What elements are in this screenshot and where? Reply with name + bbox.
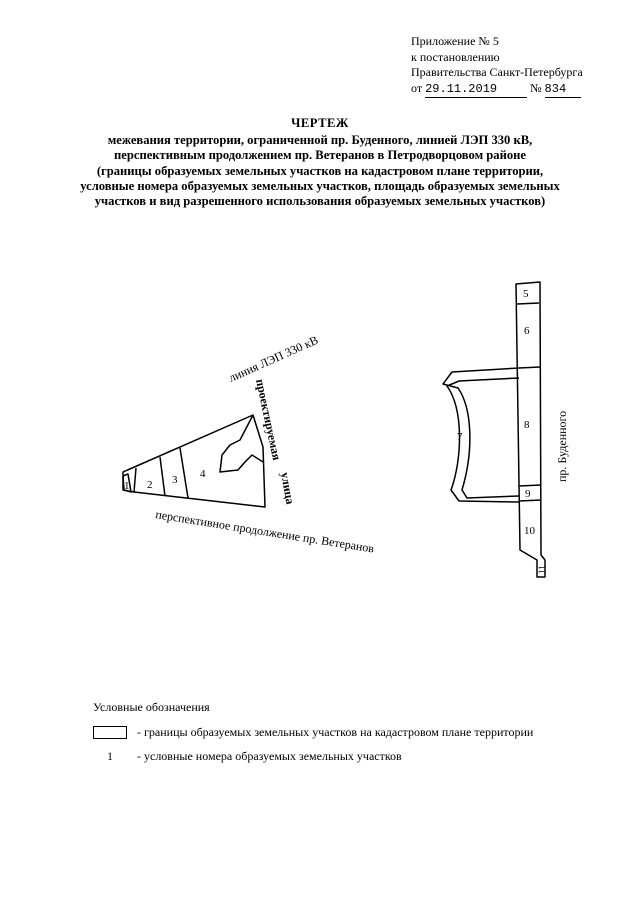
legend-title: Условные обозначения bbox=[93, 700, 210, 714]
plot-boundary-5-6 bbox=[517, 303, 539, 304]
legend-item-number bbox=[93, 749, 402, 764]
plot-label-3: 3 bbox=[172, 474, 178, 486]
appendix-date-line bbox=[411, 81, 583, 99]
plot-4-notch bbox=[220, 415, 263, 472]
legend-item-boundary bbox=[93, 725, 533, 740]
plot-label-2: 2 bbox=[147, 479, 153, 491]
boundary-symbol-icon bbox=[93, 726, 127, 739]
document-title bbox=[60, 116, 580, 209]
label-street-projected: проектируемая bbox=[253, 377, 284, 462]
legend-item-boundary-text: - границы образуемых земельных участков на кадастровом плане территории bbox=[137, 725, 534, 739]
label-budennogo: пр. Буденного bbox=[555, 410, 569, 482]
title-line-4: условные номера образуемых земельных участков, площадь образуемых земельных bbox=[80, 178, 560, 193]
plot-label-9: 9 bbox=[525, 488, 531, 500]
plot-label-8: 8 bbox=[524, 419, 530, 431]
plot-boundary-8-9 bbox=[519, 485, 541, 486]
plot-boundary-2-3 bbox=[160, 457, 165, 496]
plot-label-1: 1 bbox=[124, 480, 130, 492]
plot-boundary-1-2 bbox=[134, 468, 136, 492]
number-prefix: № bbox=[530, 80, 542, 95]
plot-label-10: 10 bbox=[524, 525, 535, 537]
appendix-line-2: к постановлению bbox=[411, 49, 500, 64]
title-main: ЧЕРТЕЖ bbox=[291, 116, 349, 130]
label-veteranov: перспективное продолжение пр. Ветеранов bbox=[154, 507, 376, 556]
appendix-line-1: Приложение № 5 bbox=[411, 34, 499, 48]
appendix-line-3: Правительства Санкт-Петербурга bbox=[411, 65, 583, 79]
plot-boundary-3-4 bbox=[180, 448, 188, 498]
legend-number-symbol: 1 bbox=[107, 749, 113, 763]
title-line-3: (границы образуемых земельных участков на кадастровом плане территории, bbox=[96, 163, 544, 178]
plot-label-6: 6 bbox=[524, 325, 530, 337]
territory-drawing bbox=[0, 250, 640, 610]
number-value: 834 bbox=[545, 82, 581, 99]
plot-boundary-6-8 bbox=[519, 367, 540, 368]
label-street-ulitsa: улица bbox=[278, 471, 298, 506]
western-site-outline bbox=[123, 415, 265, 507]
date-prefix: от bbox=[411, 80, 423, 95]
title-line-2: перспективным продолжением пр. Ветеранов в Петродворцовом районе bbox=[114, 148, 526, 163]
appendix-header bbox=[411, 34, 583, 98]
plot-boundary-9-10 bbox=[519, 500, 541, 501]
plot-label-7: 7 bbox=[457, 431, 463, 443]
label-power-line: линия ЛЭП 330 кВ bbox=[226, 332, 321, 385]
plot-label-4: 4 bbox=[200, 468, 206, 480]
title-line-1: межевания территории, ограниченной пр. Буденного, линией ЛЭП 330 кВ, bbox=[107, 133, 533, 148]
title-line-5: участков и вид разрешенного использования образуемых земельных участков) bbox=[94, 194, 546, 209]
plot-label-5: 5 bbox=[523, 288, 529, 300]
legend-item-number-text: - условные номера образуемых земельных участков bbox=[137, 749, 402, 763]
plot-label-11: 11 bbox=[537, 565, 547, 574]
date-value: 29.11.2019 bbox=[425, 82, 527, 99]
